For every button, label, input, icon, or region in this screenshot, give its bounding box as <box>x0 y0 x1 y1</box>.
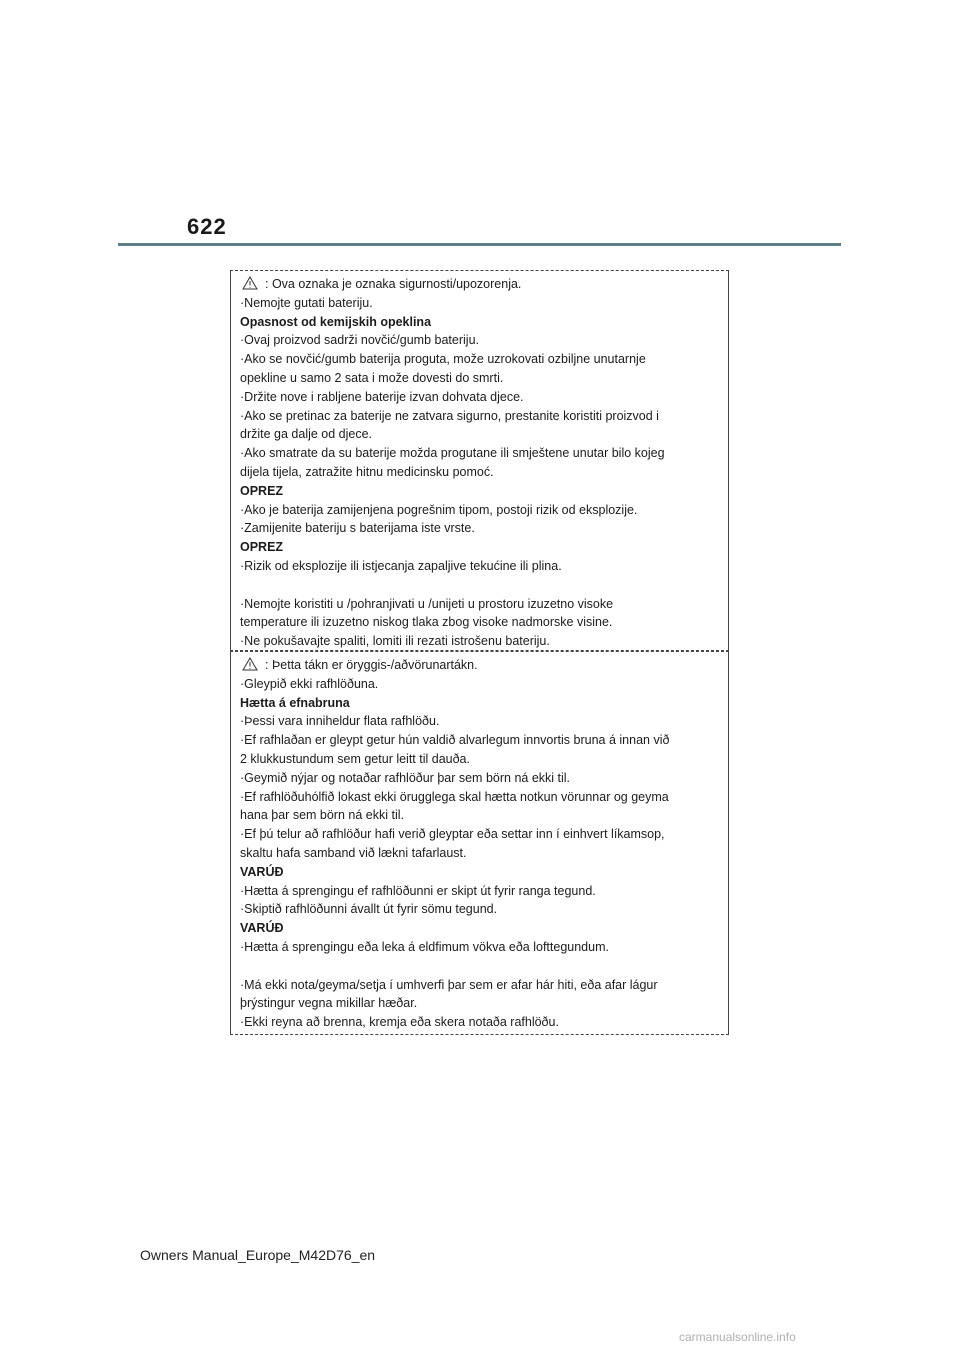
line-text: ·Ef þú telur að rafhlöður hafi verið gleyptar eða settar inn í einhvert líkamsop, <box>240 827 665 842</box>
footer-manual-id: Owners Manual_Europe_M42D76_en <box>140 1247 376 1263</box>
line-text: opekline u samo 2 sata i može dovesti do smrti. <box>240 370 504 385</box>
text-line <box>240 750 728 769</box>
line-text: ·Ef rafhlöðuhólfið lokast ekki örugglega skal hætta notkun vörunnar og geyma <box>240 789 669 804</box>
text-line <box>240 1013 728 1032</box>
text-line <box>240 519 728 538</box>
line-text: ·Ako smatrate da su baterije možda progutane ili smještene unutar bilo kojeg <box>240 446 665 461</box>
text-line <box>240 294 728 313</box>
line-text: ·Rizik od eksplozije ili istjecanja zapaljive tekućine ili plina. <box>240 558 562 573</box>
text-line <box>240 463 728 482</box>
text-line <box>240 407 728 426</box>
text-line <box>240 632 728 651</box>
text-line <box>240 882 728 901</box>
line-text: Opasnost od kemijskih opeklina <box>240 314 432 329</box>
warning-triangle-icon <box>242 276 258 296</box>
line-text: ·Skiptið rafhlöðunni ávallt út fyrir sömu tegund. <box>240 902 498 917</box>
header-rule <box>118 243 841 246</box>
text-line <box>240 938 728 957</box>
text-line <box>240 331 728 350</box>
line-text: ·Ako se pretinac za baterije ne zatvara sigurno, prestanite koristiti proizvod i <box>240 408 659 423</box>
line-text: ·Ef rafhlaðan er gleypt getur hún valdið alvarlegum innvortis bruna á innan við <box>240 733 670 748</box>
line-text: skaltu hafa samband við lækni tafarlaust. <box>240 845 467 860</box>
line-text: ·Nemojte koristiti u /pohranjivati u /unijeti u prostoru izuzetno visoke <box>240 596 614 611</box>
text-line <box>240 712 728 731</box>
line-text: ·Þessi vara inniheldur flata rafhlöðu. <box>240 714 440 729</box>
section-heading <box>240 863 728 882</box>
line-text: dijela tijela, zatražite hitnu medicinsku pomoć. <box>240 464 494 479</box>
line-text: ·Ako se novčić/gumb baterija proguta, može uzrokovati ozbiljne unutarnje <box>240 352 646 367</box>
text-line <box>240 557 728 576</box>
section-heading <box>240 694 728 713</box>
section-heading <box>240 313 728 332</box>
blank-line <box>240 576 728 595</box>
text-line <box>240 731 728 750</box>
line-text: ·Geymið nýjar og notaðar rafhlöður þar sem börn ná ekki til. <box>240 770 571 785</box>
line-text: ·Nemojte gutati bateriju. <box>240 295 373 310</box>
text-line <box>240 994 728 1013</box>
section-heading <box>240 538 728 557</box>
warning-box-croatian <box>230 270 729 651</box>
line-text: Hætta á efnabruna <box>240 695 350 710</box>
text-line <box>240 825 728 844</box>
line-text: ·Zamijenite bateriju s baterijama iste vrste. <box>240 521 475 536</box>
section-heading <box>240 482 728 501</box>
watermark: carmanualsonline.info <box>679 1330 796 1344</box>
line-text: ·Ovaj proizvod sadrži novčić/gumb bateriju. <box>240 333 479 348</box>
line-text: ·Ekki reyna að brenna, kremja eða skera notaða rafhlöðu. <box>240 1015 559 1030</box>
text-line <box>240 976 728 995</box>
blank-line <box>240 957 728 976</box>
line-text: hana þar sem börn ná ekki til. <box>240 808 404 823</box>
text-line <box>240 675 728 694</box>
line-text: ·Hætta á sprengingu eða leka á eldfimum vökva eða lofttegundum. <box>240 939 609 954</box>
line-text: temperature ili izuzetno niskog tlaka zbog visoke nadmorske visine. <box>240 615 613 630</box>
line-text: ·Má ekki nota/geyma/setja í umhverfi þar sem er afar hár hiti, eða afar lágur <box>240 977 658 992</box>
line-text: ·Hætta á sprengingu ef rafhlöðunni er skipt út fyrir ranga tegund. <box>240 883 596 898</box>
line-text: držite ga dalje od djece. <box>240 427 373 442</box>
text-line <box>240 769 728 788</box>
line-text: ·Držite nove i rabljene baterije izvan dohvata djece. <box>240 389 524 404</box>
text-line <box>240 595 728 614</box>
line-text: OPREZ <box>240 483 284 498</box>
line-text: : Þetta tákn er öryggis-/aðvörunartákn. <box>265 658 478 672</box>
line-text: þrýstingur vegna mikillar hæðar. <box>240 996 418 1011</box>
line-text: : Ova oznaka je oznaka sigurnosti/upozorenja. <box>265 277 522 291</box>
text-line <box>240 844 728 863</box>
section-heading <box>240 919 728 938</box>
text-line <box>240 444 728 463</box>
text-line <box>240 656 728 675</box>
line-text: OPREZ <box>240 540 284 555</box>
text-line <box>240 900 728 919</box>
text-line <box>240 613 728 632</box>
line-text: VARÚÐ <box>240 864 284 879</box>
text-line <box>240 806 728 825</box>
text-line <box>240 425 728 444</box>
warning-triangle-icon <box>242 657 258 677</box>
warning-box-icelandic <box>230 651 729 1035</box>
line-text: 2 klukkustundum sem getur leitt til dauða. <box>240 751 470 766</box>
line-text: ·Ako je baterija zamijenjena pogrešnim tipom, postoji rizik od eksplozije. <box>240 502 638 517</box>
text-line <box>240 388 728 407</box>
text-line <box>240 350 728 369</box>
text-line <box>240 275 728 294</box>
line-text: VARÚÐ <box>240 921 284 936</box>
text-line <box>240 369 728 388</box>
text-line <box>240 501 728 520</box>
page-number: 622 <box>187 214 227 239</box>
line-text: ·Gleypið ekki rafhlöðuna. <box>240 676 379 691</box>
line-text: ·Ne pokušavajte spaliti, lomiti ili rezati istrošenu bateriju. <box>240 634 550 649</box>
text-line <box>240 788 728 807</box>
